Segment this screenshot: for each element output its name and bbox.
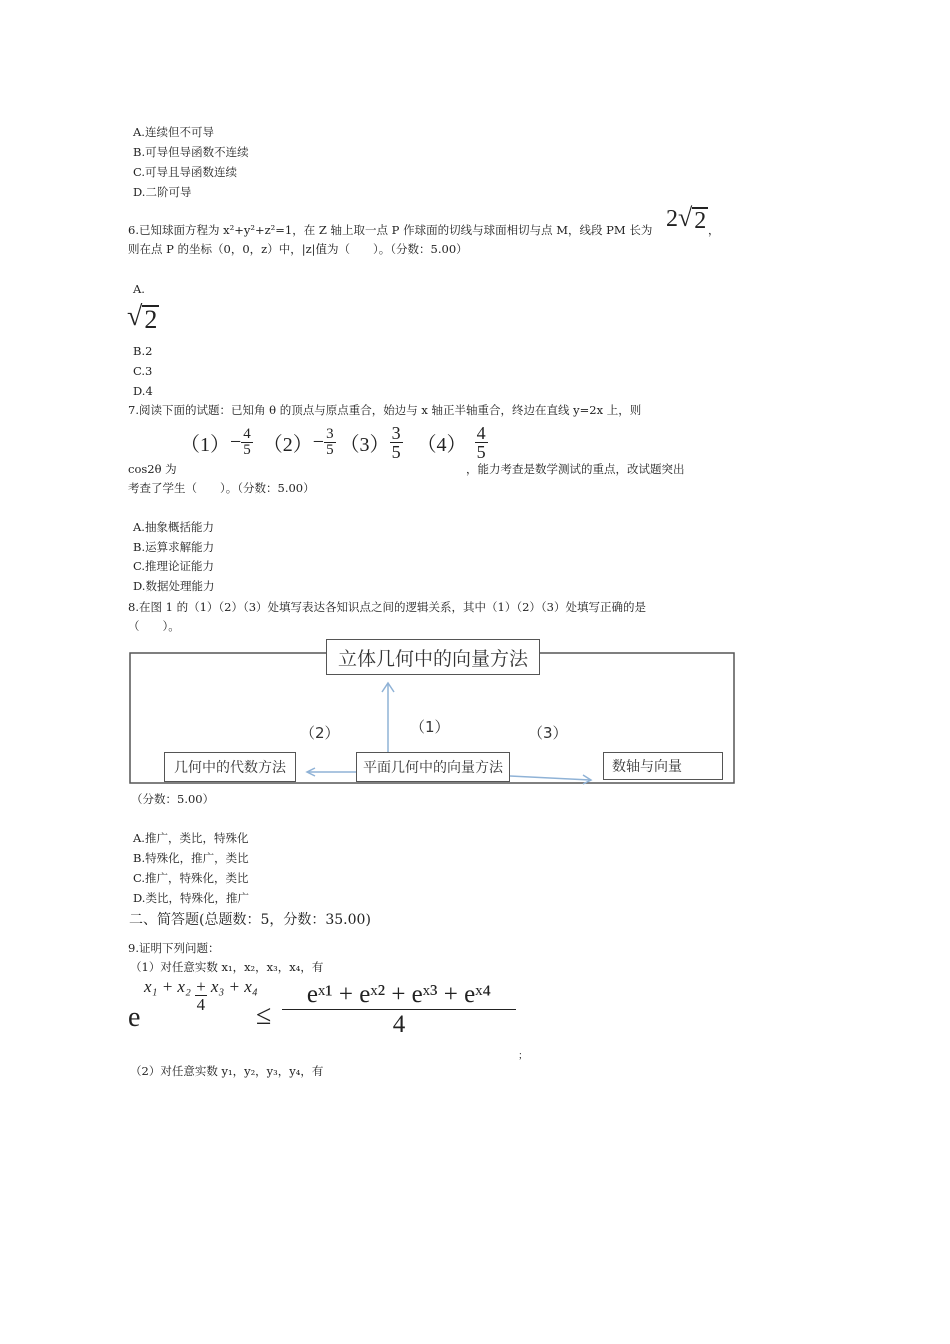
q6-sqrt-radicand: 2 [694, 208, 707, 234]
q6-length-coef: 2 [666, 206, 678, 232]
q6-stem-line1 [128, 222, 652, 238]
q5-option-b[interactable]: B.可导但导函数不连续 [133, 145, 249, 159]
node-center: 平面几何中的向量方法 [356, 752, 510, 782]
q6-stem-text: 6.已知球面方程为 x²+y²+z²=1，在 Z 轴上取一点 P 作球面的切线与球面相切与点 M，线段 PM 长为 [128, 223, 653, 237]
q7-option-d[interactable]: D.数据处理能力 [133, 579, 215, 593]
q8-option-a[interactable]: A.推广，类比，特殊化 [133, 831, 249, 845]
node-left: 几何中的代数方法 [164, 752, 296, 782]
q6-sqrt: √ 2 [678, 203, 707, 234]
q7-option-c[interactable]: C.推理论证能力 [133, 559, 215, 573]
q9-lhs-exponent: $\frac{\text{x₁ + x₂ + x₃ + x₄}}{4}$ [144, 977, 258, 1014]
q7-choice-2-label: （2） [262, 434, 313, 456]
node-right: 数轴与向量 [603, 752, 723, 780]
q6-stem-line2: 则在点 P 的坐标（0，0，z）中，|z|值为（ ）。（分数：5.00） [128, 242, 468, 256]
q6-option-a-radicand: 2 [144, 305, 158, 334]
q7-choice-1-fraction: $\frac{4}{5}$ [243, 426, 251, 458]
q5-option-a[interactable]: A.连续但不可导 [133, 125, 214, 139]
q8-option-d[interactable]: D.类比，特殊化，推广 [133, 891, 249, 905]
q8-diagram [128, 636, 736, 788]
q6-option-a-label[interactable]: A. [133, 282, 145, 296]
q7-choice-2-fraction: $\frac{3}{5}$ [326, 426, 334, 458]
q9-lhs-base: e [128, 1002, 141, 1033]
q7-choice-4-label: （4） [416, 434, 467, 456]
q9-inequality [126, 978, 526, 1062]
q8-stem-line2: （ ）。 [128, 619, 180, 633]
q7-choice-2-sign: − [312, 431, 325, 453]
q7-stem-tail: ，能力考查是数学测试的重点，改试题突出 [466, 462, 685, 476]
q9-title: 9.证明下列问题： [128, 941, 220, 955]
q8-option-c[interactable]: C.推广，特殊化，类比 [133, 871, 249, 885]
q7-option-a[interactable]: A.抽象概括能力 [133, 520, 214, 534]
q5-option-c[interactable]: C.可导且导函数连续 [133, 165, 238, 179]
node-top: 立体几何中的向量方法 [326, 639, 540, 675]
label-1: （1） [410, 718, 450, 736]
arrow-right-shaft [510, 776, 590, 780]
q8-score: （分数：5.00） [131, 792, 215, 806]
q7-option-b[interactable]: B.运算求解能力 [133, 540, 215, 554]
q6-option-a-value[interactable]: √ 2 [127, 301, 158, 334]
q8-stem-line1: 8.在图 1 的（1）（2）（3）处填写表达各知识点之间的逻辑关系，其中（1）（2）（3）处填写正确的是 [128, 600, 646, 614]
section-heading: 二、简答题(总题数：5，分数：35.00) [129, 912, 371, 928]
label-3: （3） [528, 724, 568, 742]
q9-end-mark: ; [519, 1050, 522, 1061]
label-2: （2） [300, 724, 340, 742]
q9-part1: （1）对任意实数 x₁，x₂，x₃，x₄，有 [130, 960, 324, 974]
q7-choices [180, 424, 488, 461]
q6-option-c[interactable]: C.3 [133, 364, 153, 378]
q7-choice-3-label: （3） [339, 434, 390, 456]
q8-option-b[interactable]: B.特殊化，推广，类比 [133, 851, 249, 865]
q7-choice-1-label: （1） [180, 434, 230, 456]
q6-length-expression [666, 203, 708, 233]
q7-choice-3-fraction: $\frac{3}{5}$ [391, 423, 401, 462]
q7-stem-line3: 考查了学生（ ）。（分数：5.00） [128, 481, 315, 495]
q7-choice-1-sign: − [230, 431, 242, 453]
q7-cos-label: cos2θ 为 [128, 462, 177, 476]
q9-part2: （2）对任意实数 y₁，y₂，y₃，y₄，有 [130, 1064, 324, 1078]
q6-option-d[interactable]: D.4 [133, 384, 153, 398]
q9-leq: ≤ [256, 1000, 272, 1031]
q7-stem-line1: 7.阅读下面的试题：已知角 θ 的顶点与原点重合，始边与 x 轴正半轴重合，终边在直线 y=2x 上，则 [128, 403, 642, 417]
q6-option-b[interactable]: B.2 [133, 344, 153, 358]
q9-rhs: $\frac{\text{eˣ¹ + eˣ² + eˣ³ + eˣ⁴}}{4}$ [282, 982, 516, 1037]
q6-stem-comma: ， [708, 223, 720, 237]
q5-option-d[interactable]: D.二阶可导 [133, 185, 192, 199]
q7-choice-4-fraction: $\frac{4}{5}$ [476, 423, 486, 462]
